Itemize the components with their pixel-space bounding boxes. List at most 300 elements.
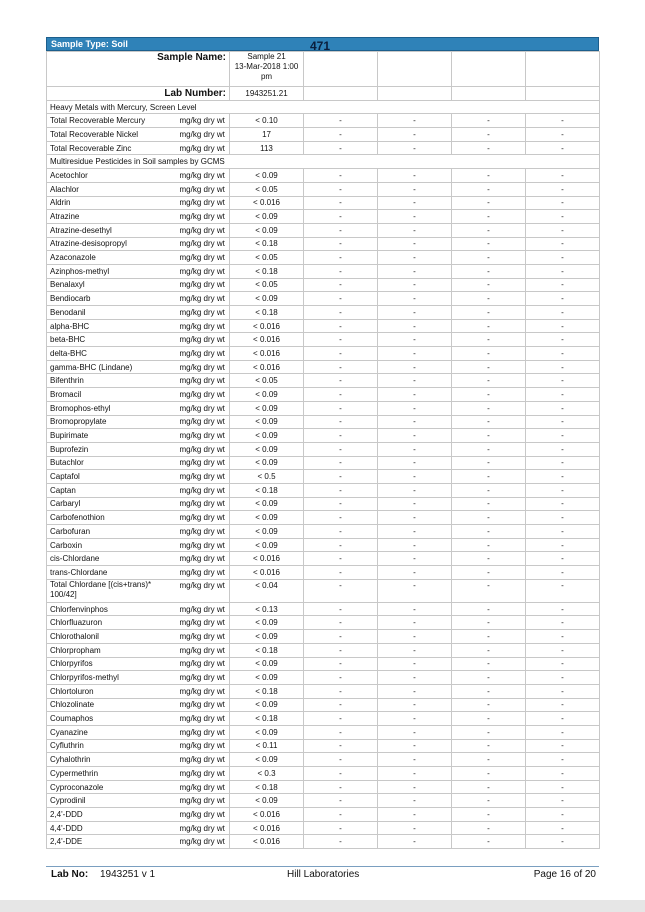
analyte-unit: mg/kg dry wt	[177, 141, 230, 155]
analyte-value: < 0.016	[230, 821, 304, 835]
empty-result-dash: -	[452, 360, 526, 374]
empty-result-dash: -	[304, 483, 378, 497]
empty-result-dash: -	[452, 415, 526, 429]
analyte-value: < 0.016	[230, 360, 304, 374]
empty-result-dash: -	[452, 483, 526, 497]
table-row	[47, 196, 600, 210]
analyte-name: 2,4'-DDD	[47, 808, 177, 822]
analyte-value: < 0.016	[230, 552, 304, 566]
empty-result-dash: -	[452, 808, 526, 822]
page-mark: 471	[310, 39, 331, 53]
empty-result-dash: -	[452, 739, 526, 753]
table-row	[47, 835, 600, 849]
table-row	[47, 415, 600, 429]
empty-result-dash: -	[304, 292, 378, 306]
analyte-value: < 0.09	[230, 525, 304, 539]
empty-result-dash: -	[378, 128, 452, 142]
analyte-value: < 0.09	[230, 794, 304, 808]
empty-cell	[452, 52, 526, 87]
empty-result-dash: -	[526, 182, 600, 196]
analyte-name: Total Recoverable Nickel	[47, 128, 177, 142]
empty-result-dash: -	[452, 456, 526, 470]
analyte-value: < 0.04	[230, 579, 304, 602]
empty-result-dash: -	[526, 278, 600, 292]
empty-result-dash: -	[378, 169, 452, 183]
analyte-unit: mg/kg dry wt	[177, 442, 230, 456]
empty-result-dash: -	[526, 643, 600, 657]
analyte-value: < 0.5	[230, 470, 304, 484]
analyte-value: < 0.11	[230, 739, 304, 753]
table-row	[47, 497, 600, 511]
empty-result-dash: -	[378, 780, 452, 794]
analyte-unit: mg/kg dry wt	[177, 630, 230, 644]
analyte-name: Buprofezin	[47, 442, 177, 456]
analyte-value: < 0.18	[230, 780, 304, 794]
analyte-unit: mg/kg dry wt	[177, 552, 230, 566]
empty-result-dash: -	[378, 442, 452, 456]
analyte-value: < 0.09	[230, 401, 304, 415]
empty-result-dash: -	[304, 415, 378, 429]
analyte-name: Chlozolinate	[47, 698, 177, 712]
empty-result-dash: -	[526, 767, 600, 781]
empty-result-dash: -	[452, 835, 526, 849]
empty-result-dash: -	[452, 602, 526, 616]
empty-result-dash: -	[452, 579, 526, 602]
empty-result-dash: -	[378, 821, 452, 835]
analyte-name: Chlorpyrifos	[47, 657, 177, 671]
analyte-value: < 0.09	[230, 169, 304, 183]
table-row	[47, 251, 600, 265]
empty-result-dash: -	[526, 196, 600, 210]
analyte-value: < 0.09	[230, 497, 304, 511]
table-row	[47, 278, 600, 292]
empty-result-dash: -	[526, 552, 600, 566]
empty-result-dash: -	[304, 671, 378, 685]
empty-result-dash: -	[304, 114, 378, 128]
analyte-name: Total Chlordane [(cis+trans)* 100/42]	[47, 579, 177, 602]
empty-result-dash: -	[526, 374, 600, 388]
table-row	[47, 401, 600, 415]
empty-result-dash: -	[526, 630, 600, 644]
empty-result-dash: -	[304, 698, 378, 712]
empty-result-dash: -	[304, 753, 378, 767]
empty-result-dash: -	[526, 780, 600, 794]
empty-result-dash: -	[526, 347, 600, 361]
empty-result-dash: -	[378, 671, 452, 685]
empty-result-dash: -	[526, 753, 600, 767]
empty-result-dash: -	[378, 374, 452, 388]
empty-result-dash: -	[378, 579, 452, 602]
analyte-unit: mg/kg dry wt	[177, 538, 230, 552]
empty-result-dash: -	[378, 538, 452, 552]
analyte-name: Bromophos-ethyl	[47, 401, 177, 415]
table-row	[47, 388, 600, 402]
analyte-name: Alachlor	[47, 182, 177, 196]
empty-cell	[452, 87, 526, 101]
analyte-unit: mg/kg dry wt	[177, 182, 230, 196]
analyte-value: < 0.10	[230, 114, 304, 128]
empty-result-dash: -	[304, 657, 378, 671]
empty-result-dash: -	[452, 497, 526, 511]
empty-result-dash: -	[378, 141, 452, 155]
empty-result-dash: -	[304, 835, 378, 849]
analyte-unit: mg/kg dry wt	[177, 808, 230, 822]
analyte-unit: mg/kg dry wt	[177, 210, 230, 224]
empty-result-dash: -	[378, 835, 452, 849]
analyte-unit: mg/kg dry wt	[177, 698, 230, 712]
analyte-value: < 0.016	[230, 319, 304, 333]
analyte-name: Azinphos-methyl	[47, 264, 177, 278]
empty-result-dash: -	[304, 821, 378, 835]
empty-result-dash: -	[378, 698, 452, 712]
empty-result-dash: -	[452, 470, 526, 484]
analyte-unit: mg/kg dry wt	[177, 767, 230, 781]
table-row	[47, 602, 600, 616]
empty-result-dash: -	[304, 643, 378, 657]
empty-result-dash: -	[378, 630, 452, 644]
table-row	[47, 684, 600, 698]
empty-result-dash: -	[304, 319, 378, 333]
empty-result-dash: -	[526, 835, 600, 849]
empty-result-dash: -	[452, 616, 526, 630]
analyte-value: < 0.09	[230, 630, 304, 644]
analyte-value: < 0.05	[230, 251, 304, 265]
empty-result-dash: -	[378, 319, 452, 333]
empty-result-dash: -	[526, 388, 600, 402]
empty-result-dash: -	[304, 566, 378, 580]
empty-result-dash: -	[526, 415, 600, 429]
table-row	[47, 753, 600, 767]
table-row	[47, 767, 600, 781]
empty-result-dash: -	[452, 684, 526, 698]
empty-result-dash: -	[304, 388, 378, 402]
analyte-name: Cypermethrin	[47, 767, 177, 781]
table-row	[47, 429, 600, 443]
analyte-name: Total Recoverable Zinc	[47, 141, 177, 155]
table-row	[47, 657, 600, 671]
section-header-row	[47, 155, 600, 169]
lab-number-label: Lab Number:	[47, 87, 230, 101]
analyte-unit: mg/kg dry wt	[177, 223, 230, 237]
table-row	[47, 566, 600, 580]
empty-result-dash: -	[526, 210, 600, 224]
analyte-unit: mg/kg dry wt	[177, 712, 230, 726]
analyte-value: < 0.09	[230, 753, 304, 767]
empty-result-dash: -	[378, 767, 452, 781]
report-table-area	[46, 37, 599, 849]
empty-result-dash: -	[452, 196, 526, 210]
sample-name-label: Sample Name:	[47, 52, 230, 87]
empty-result-dash: -	[378, 237, 452, 251]
table-row	[47, 264, 600, 278]
section-header-row	[47, 100, 600, 114]
empty-result-dash: -	[526, 470, 600, 484]
analyte-unit: mg/kg dry wt	[177, 278, 230, 292]
empty-result-dash: -	[526, 538, 600, 552]
empty-result-dash: -	[526, 264, 600, 278]
analyte-unit: mg/kg dry wt	[177, 739, 230, 753]
analyte-value: < 0.09	[230, 657, 304, 671]
empty-cell	[304, 87, 378, 101]
analyte-unit: mg/kg dry wt	[177, 616, 230, 630]
empty-result-dash: -	[452, 630, 526, 644]
analyte-unit: mg/kg dry wt	[177, 306, 230, 320]
analyte-unit: mg/kg dry wt	[177, 483, 230, 497]
analyte-unit: mg/kg dry wt	[177, 333, 230, 347]
empty-result-dash: -	[378, 657, 452, 671]
empty-result-dash: -	[526, 497, 600, 511]
analyte-unit: mg/kg dry wt	[177, 264, 230, 278]
empty-result-dash: -	[452, 657, 526, 671]
analyte-unit: mg/kg dry wt	[177, 794, 230, 808]
empty-result-dash: -	[378, 333, 452, 347]
footer-lab-name: Hill Laboratories	[287, 869, 360, 880]
empty-result-dash: -	[526, 671, 600, 685]
table-row	[47, 671, 600, 685]
analyte-name: Aldrin	[47, 196, 177, 210]
table-row	[47, 128, 600, 142]
empty-result-dash: -	[378, 725, 452, 739]
empty-result-dash: -	[304, 347, 378, 361]
analyte-value: < 0.016	[230, 835, 304, 849]
table-row	[47, 821, 600, 835]
analyte-value: < 0.18	[230, 684, 304, 698]
empty-result-dash: -	[526, 511, 600, 525]
analyte-unit: mg/kg dry wt	[177, 415, 230, 429]
analyte-name: Bupirimate	[47, 429, 177, 443]
empty-result-dash: -	[452, 671, 526, 685]
empty-result-dash: -	[452, 566, 526, 580]
empty-result-dash: -	[526, 319, 600, 333]
analyte-value: < 0.09	[230, 671, 304, 685]
analyte-name: Cyanazine	[47, 725, 177, 739]
empty-result-dash: -	[452, 712, 526, 726]
empty-result-dash: -	[526, 525, 600, 539]
analyte-value: < 0.016	[230, 196, 304, 210]
empty-result-dash: -	[304, 684, 378, 698]
empty-cell	[378, 87, 452, 101]
analyte-name: Bifenthrin	[47, 374, 177, 388]
empty-result-dash: -	[304, 251, 378, 265]
analyte-unit: mg/kg dry wt	[177, 401, 230, 415]
empty-result-dash: -	[526, 739, 600, 753]
empty-result-dash: -	[526, 251, 600, 265]
table-row	[47, 579, 600, 602]
analyte-name: Bromacil	[47, 388, 177, 402]
analyte-name: Acetochlor	[47, 169, 177, 183]
empty-result-dash: -	[378, 360, 452, 374]
analyte-unit: mg/kg dry wt	[177, 470, 230, 484]
empty-result-dash: -	[304, 456, 378, 470]
empty-result-dash: -	[526, 442, 600, 456]
analyte-value: < 0.05	[230, 374, 304, 388]
table-row	[47, 712, 600, 726]
analyte-unit: mg/kg dry wt	[177, 251, 230, 265]
empty-result-dash: -	[452, 552, 526, 566]
analyte-unit: mg/kg dry wt	[177, 237, 230, 251]
analyte-name: Chlortoluron	[47, 684, 177, 698]
empty-result-dash: -	[452, 210, 526, 224]
table-row	[47, 141, 600, 155]
analyte-unit: mg/kg dry wt	[177, 388, 230, 402]
table-row	[47, 794, 600, 808]
analyte-name: Atrazine	[47, 210, 177, 224]
empty-result-dash: -	[304, 602, 378, 616]
empty-result-dash: -	[526, 292, 600, 306]
lab-number: 1943251.21	[230, 87, 304, 101]
analyte-value: < 0.09	[230, 429, 304, 443]
table-row	[47, 808, 600, 822]
analyte-unit: mg/kg dry wt	[177, 429, 230, 443]
empty-result-dash: -	[526, 401, 600, 415]
empty-result-dash: -	[452, 114, 526, 128]
empty-result-dash: -	[526, 114, 600, 128]
empty-result-dash: -	[526, 456, 600, 470]
empty-result-dash: -	[378, 196, 452, 210]
analyte-unit: mg/kg dry wt	[177, 780, 230, 794]
analyte-name: Total Recoverable Mercury	[47, 114, 177, 128]
sample-type: Sample Type: Soil	[51, 39, 128, 49]
table-row	[47, 483, 600, 497]
analyte-unit: mg/kg dry wt	[177, 292, 230, 306]
sample-name-cell	[230, 52, 304, 87]
empty-result-dash: -	[378, 643, 452, 657]
analyte-value: 113	[230, 141, 304, 155]
analyte-value: < 0.016	[230, 566, 304, 580]
analyte-unit: mg/kg dry wt	[177, 643, 230, 657]
empty-result-dash: -	[378, 429, 452, 443]
analyte-name: Carbofuran	[47, 525, 177, 539]
analyte-name: Carboxin	[47, 538, 177, 552]
analyte-value: < 0.18	[230, 643, 304, 657]
empty-result-dash: -	[378, 684, 452, 698]
analyte-unit: mg/kg dry wt	[177, 821, 230, 835]
sample-name: Sample 21	[247, 52, 286, 61]
empty-result-dash: -	[378, 808, 452, 822]
results-table	[46, 51, 600, 849]
table-row	[47, 698, 600, 712]
analyte-unit: mg/kg dry wt	[177, 374, 230, 388]
table-row	[47, 210, 600, 224]
analyte-unit: mg/kg dry wt	[177, 114, 230, 128]
analyte-unit: mg/kg dry wt	[177, 684, 230, 698]
analyte-name: Chlorfluazuron	[47, 616, 177, 630]
empty-result-dash: -	[304, 401, 378, 415]
analyte-value: < 0.18	[230, 483, 304, 497]
empty-result-dash: -	[452, 511, 526, 525]
analyte-value: 17	[230, 128, 304, 142]
sample-type-header	[46, 37, 599, 51]
analyte-name: Coumaphos	[47, 712, 177, 726]
empty-result-dash: -	[378, 794, 452, 808]
analyte-name: Atrazine-desethyl	[47, 223, 177, 237]
empty-result-dash: -	[378, 525, 452, 539]
table-row	[47, 725, 600, 739]
table-row	[47, 456, 600, 470]
analyte-name: gamma-BHC (Lindane)	[47, 360, 177, 374]
analyte-value: < 0.09	[230, 442, 304, 456]
analyte-name: Azaconazole	[47, 251, 177, 265]
table-row	[47, 223, 600, 237]
empty-result-dash: -	[452, 347, 526, 361]
empty-result-dash: -	[304, 712, 378, 726]
empty-result-dash: -	[378, 292, 452, 306]
analyte-value: < 0.09	[230, 210, 304, 224]
empty-result-dash: -	[452, 128, 526, 142]
analyte-name: Benalaxyl	[47, 278, 177, 292]
analyte-name: 4,4'-DDD	[47, 821, 177, 835]
empty-result-dash: -	[378, 347, 452, 361]
empty-result-dash: -	[378, 114, 452, 128]
empty-result-dash: -	[526, 483, 600, 497]
analyte-name: Bromopropylate	[47, 415, 177, 429]
analyte-name: Chlorpyrifos-methyl	[47, 671, 177, 685]
empty-result-dash: -	[378, 470, 452, 484]
empty-result-dash: -	[378, 456, 452, 470]
table-row	[47, 114, 600, 128]
empty-result-dash: -	[452, 767, 526, 781]
empty-result-dash: -	[304, 306, 378, 320]
analyte-value: < 0.09	[230, 538, 304, 552]
empty-result-dash: -	[452, 374, 526, 388]
empty-result-dash: -	[304, 525, 378, 539]
empty-cell	[526, 87, 600, 101]
empty-result-dash: -	[526, 306, 600, 320]
empty-result-dash: -	[526, 698, 600, 712]
analyte-value: < 0.18	[230, 237, 304, 251]
analyte-unit: mg/kg dry wt	[177, 579, 230, 602]
empty-result-dash: -	[452, 753, 526, 767]
empty-result-dash: -	[452, 698, 526, 712]
table-row	[47, 374, 600, 388]
empty-result-dash: -	[526, 128, 600, 142]
empty-result-dash: -	[304, 739, 378, 753]
footer-page-number: Page 16 of 20	[533, 869, 596, 880]
footer-lab-no-label: Lab No:	[51, 869, 89, 880]
analyte-unit: mg/kg dry wt	[177, 671, 230, 685]
empty-result-dash: -	[526, 141, 600, 155]
analyte-unit: mg/kg dry wt	[177, 456, 230, 470]
analyte-name: cis-Chlordane	[47, 552, 177, 566]
empty-result-dash: -	[378, 388, 452, 402]
analyte-unit: mg/kg dry wt	[177, 360, 230, 374]
empty-result-dash: -	[452, 292, 526, 306]
empty-result-dash: -	[378, 401, 452, 415]
empty-result-dash: -	[526, 657, 600, 671]
analyte-name: Chlorfenvinphos	[47, 602, 177, 616]
empty-result-dash: -	[378, 712, 452, 726]
sample-date: 13-Mar-2018 1:00 pm	[234, 62, 299, 81]
empty-result-dash: -	[304, 616, 378, 630]
empty-result-dash: -	[304, 794, 378, 808]
table-row	[47, 525, 600, 539]
empty-result-dash: -	[304, 808, 378, 822]
empty-result-dash: -	[304, 182, 378, 196]
empty-result-dash: -	[452, 319, 526, 333]
table-row	[47, 319, 600, 333]
analyte-unit: mg/kg dry wt	[177, 169, 230, 183]
empty-result-dash: -	[304, 128, 378, 142]
empty-result-dash: -	[304, 333, 378, 347]
empty-result-dash: -	[526, 808, 600, 822]
table-row	[47, 347, 600, 361]
empty-result-dash: -	[304, 237, 378, 251]
empty-result-dash: -	[526, 237, 600, 251]
empty-result-dash: -	[378, 483, 452, 497]
empty-result-dash: -	[378, 497, 452, 511]
empty-result-dash: -	[378, 306, 452, 320]
analyte-value: < 0.09	[230, 456, 304, 470]
